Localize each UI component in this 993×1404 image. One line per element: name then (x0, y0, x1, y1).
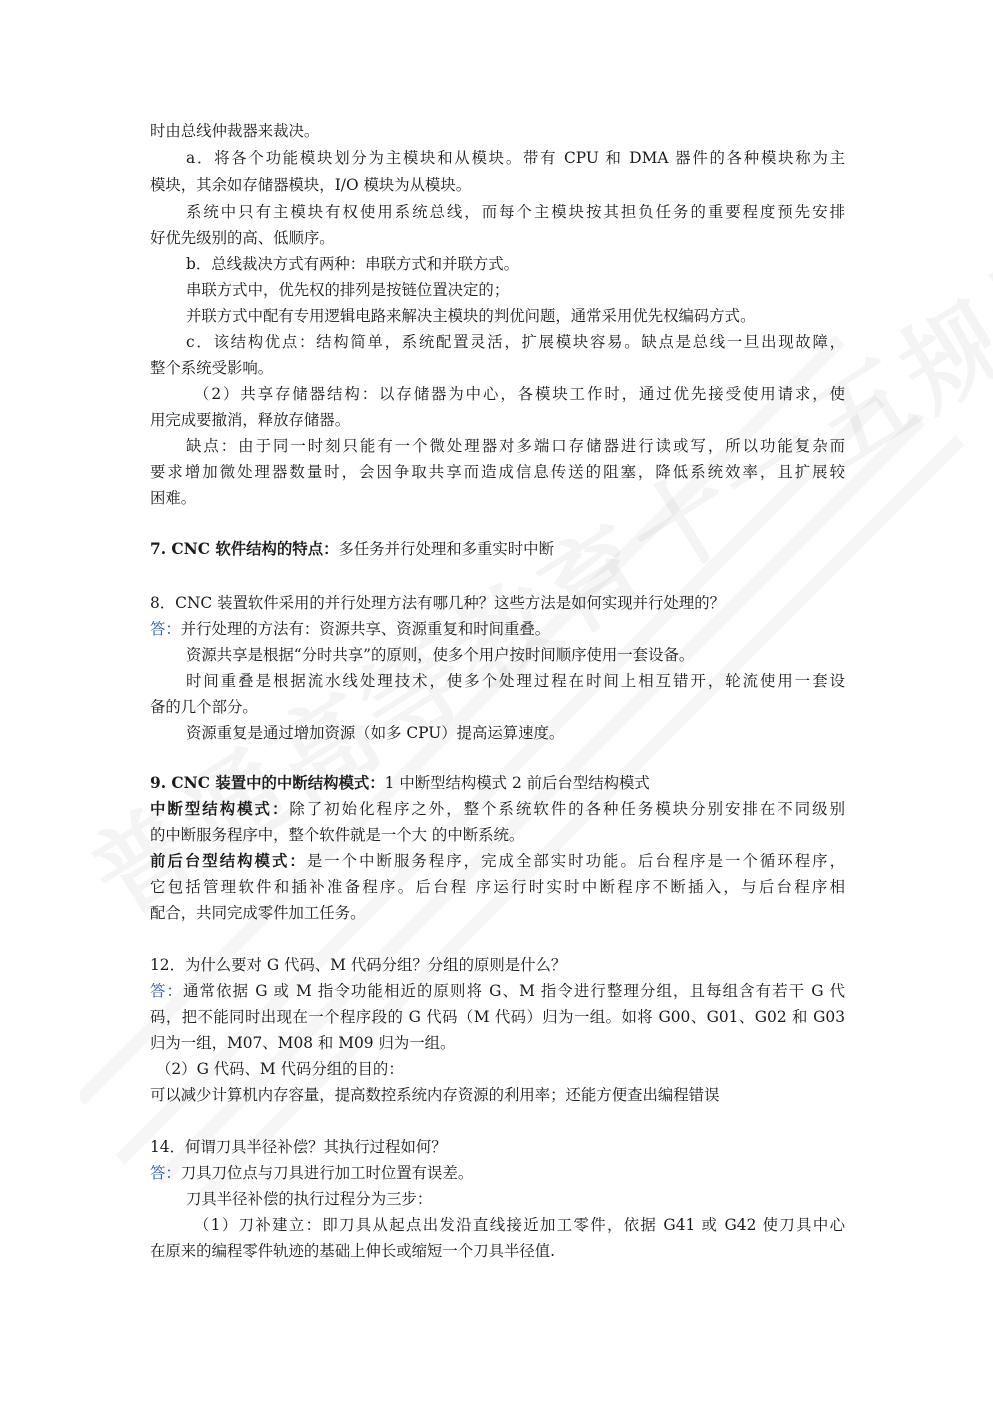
text-line: 好优先级别的高、低顺序。 (150, 229, 335, 247)
text-line: 备的几个部分。 (150, 698, 258, 716)
question-9-title: 9. CNC 装置中的中断结构模式： (150, 774, 385, 792)
answer-label: 答： (150, 1164, 181, 1182)
text-line: 模块，其余如存储器模块，I/O 模块为从模块。 (150, 176, 472, 194)
text-line: 整个系统受影响。 (150, 359, 274, 377)
text-line: 归为一组，M07、M08 和 M09 归为一组。 (150, 1034, 456, 1052)
answer-label: 答： (150, 982, 184, 1000)
answer-label: 答： (150, 620, 181, 638)
question-7-title: 7. CNC 软件结构的特点： (150, 540, 339, 558)
question-9 (150, 770, 650, 796)
text-line: 系统中只有主模块有权使用系统总线，而每个主模块按其担负任务的重要程度预先安排 (186, 203, 845, 221)
text-line: 用完成要撤消，释放存储器。 (150, 411, 351, 429)
text-line: 的中断服务程序中，整个软件就是一个大 的中断系统。 (150, 826, 525, 844)
question-7-answer: 多任务并行处理和多重实时中断 (338, 540, 554, 558)
text-line: （1）刀补建立：即刀具从起点出发沿直线接近加工零件，依据 G41 或 G42 使刀具中心 (194, 1216, 845, 1234)
text-line: 它包括管理软件和插补准备程序。后台程 序运行时实时中断程序不断插入，与后台程序相 (150, 878, 845, 896)
text-line: 串联方式中，优先权的排列是按链位置决定的； (186, 281, 510, 299)
text-line: 码，把不能同时出现在一个程序段的 G 代码（M 代码）归为一组。如将 G00、G01、G02 和 G03 (150, 1008, 845, 1026)
answer-12-line (150, 978, 845, 1004)
answer-text: 并行处理的方法有：资源共享、资源重复和时间重叠。 (180, 620, 551, 638)
answer-text: 刀具刀位点与刀具进行加工时位置有误差。 (180, 1164, 474, 1182)
text-line: a．将各个功能模块划分为主模块和从模块。带有 CPU 和 DMA 器件的各种模块称为主 (186, 149, 845, 167)
text-line: 在原来的编程零件轨迹的基础上伸长或缩短一个刀具半径值. (150, 1242, 556, 1260)
answer-text: 通常依据 G 或 M 指令功能相近的原则将 G、M 指令进行整理分组，且每组含有若干 G 代 (183, 982, 845, 1000)
text-line: 配合，共同完成零件加工任务。 (150, 904, 366, 922)
question-8: 8．CNC 装置软件采用的并行处理方法有哪几种？这些方法是如何实现并行处理的？ (150, 594, 725, 612)
answer-8-line (150, 616, 550, 642)
answer-14-line (150, 1160, 473, 1186)
term-label: 前后台型结构模式： (150, 852, 307, 870)
text-line (150, 796, 845, 822)
text-line: 时由总线仲裁器来裁决。 (150, 122, 320, 140)
text-line: 资源重复是通过增加资源（如多 CPU）提高运算速度。 (186, 724, 565, 742)
question-12: 12．为什么要对 G 代码、M 代码分组？分组的原则是什么？ (150, 956, 567, 974)
text-line: 要求增加微处理器数量时，会因争取共享而造成信息传送的阻塞，降低系统效率，且扩展较 (150, 463, 845, 481)
text-line: 资源共享是根据“分时共享”的原则，使多个用户按时间顺序使用一套设备。 (186, 646, 695, 664)
text-line: 时间重叠是根据流水线处理技术，使多个处理过程在时间上相互错开，轮流使用一套设 (186, 672, 845, 690)
question-9-answer: 1 中断型结构模式 2 前后台型结构模式 (384, 774, 650, 792)
text-line: （2）共享存储器结构：以存储器为中心，各模块工作时，通过优先接受使用请求，使 (194, 385, 845, 403)
text-line: 困难。 (150, 489, 197, 507)
text-line: 缺点：由于同一时刻只能有一个微处理器对多端口存储器进行读或写，所以功能复杂而 (186, 437, 845, 455)
answer-text: 是一个中断服务程序，完成全部实时功能。后台程序是一个循环程序， (306, 852, 845, 870)
term-label: 中断型结构模式： (150, 800, 290, 818)
answer-text: 除了初始化程序之外，整个系统软件的各种任务模块分别安排在不同级别 (289, 800, 845, 818)
question-7 (150, 536, 554, 562)
text-line: c．该结构优点：结构简单，系统配置灵活，扩展模块容易。缺点是总线一旦出现故障， (186, 333, 845, 351)
text-line: 刀具半径补偿的执行过程分为三步： (186, 1190, 433, 1208)
text-line (150, 848, 845, 874)
text-line: 可以减少计算机内存容量，提高数控系统内存资源的利用率；还能方便查出编程错误 (150, 1086, 720, 1104)
text-line: （2）G 代码、M 代码分组的目的： (156, 1060, 404, 1078)
question-14: 14．何谓刀具半径补偿？其执行过程如何？ (150, 1138, 447, 1156)
text-line: 并联方式中配有专用逻辑电路来解决主模块的判优问题，通常采用优先权编码方式。 (186, 307, 756, 325)
text-line: b．总线裁决方式有两种：串联方式和并联方式。 (186, 255, 520, 273)
